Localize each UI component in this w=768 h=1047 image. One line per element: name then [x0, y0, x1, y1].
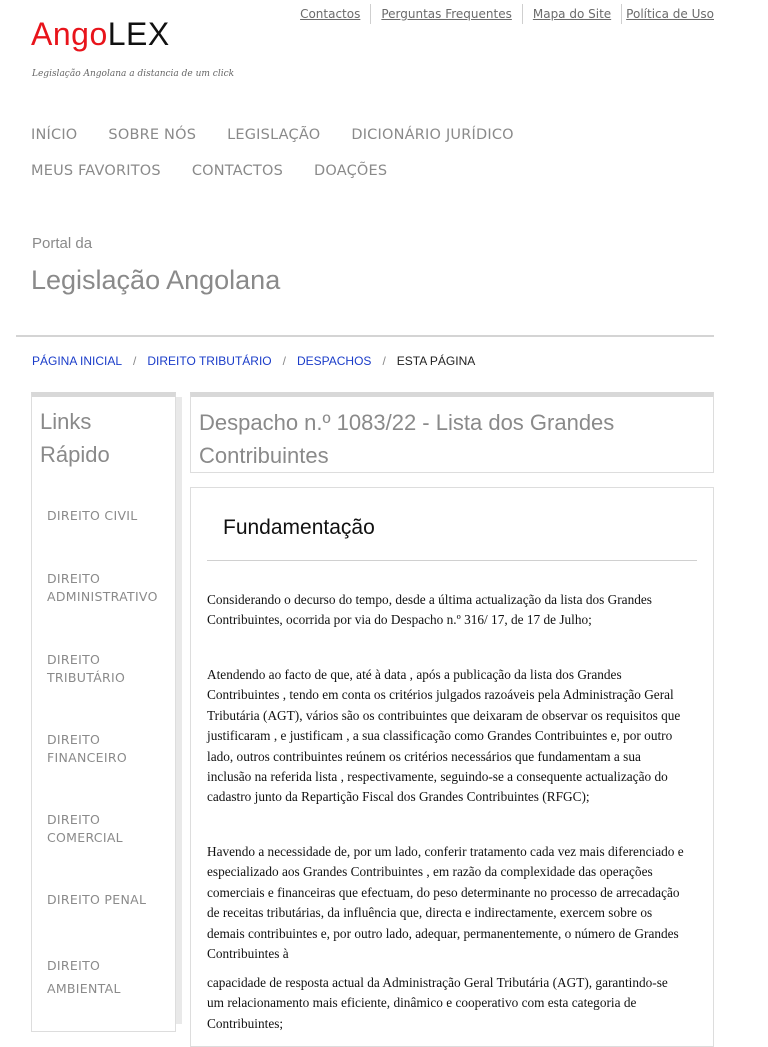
document-title-box [190, 392, 714, 473]
sidebar-item-direito-ambiental[interactable]: DIREITO AMBIENTAL [47, 958, 121, 996]
paragraph: Considerando o decurso do tempo, desde a última actualização da lista dos Grandes Contribuintes, ocorrida por via do Despacho n.º 316/ 17, de 17 de Julho; [207, 592, 652, 628]
nav-item-doacoes[interactable]: DOAÇÕES [314, 163, 388, 179]
paragraph: capacidade de resposta actual da Administração Geral Tributária (AGT), garantindo-se um relacionamento mais eficiente, dinâmico e cooperativo com esta categoria de Contribuintes; [207, 975, 668, 1031]
top-link-faq[interactable]: Perguntas Frequentes [381, 7, 512, 21]
breadcrumb [32, 354, 475, 368]
logo-part-dark: LEX [107, 16, 170, 52]
top-link-policy[interactable]: Política de Uso [626, 7, 714, 21]
sidebar-item-direito-financeiro[interactable]: DIREITO FINANCEIRO [47, 732, 127, 765]
nav-item-legislacao[interactable]: LEGISLAÇÃO [227, 127, 321, 143]
document-content [190, 487, 714, 1047]
section-divider [207, 560, 697, 561]
breadcrumb-separator: / [282, 354, 286, 368]
main-nav [31, 125, 591, 181]
paragraph: Havendo a necessidade de, por um lado, conferir tratamento cada vez mais diferenciado e especializado aos Grandes Contribuintes , em razão da complexidade das operações comerciais e financeiras que efectuam, do peso determinante no processo de arrecadação de receitas tributárias, da influência que, directa e indirectamente, exercem sobre os demais contribuintes e, por outro lado, adequar, permanentemente, o número de Grandes Contribuintes à [207, 844, 684, 962]
section-heading: Fundamentação [223, 516, 375, 539]
breadcrumb-separator: / [382, 354, 386, 368]
sidebar-item-direito-tributario[interactable]: DIREITO TRIBUTÁRIO [47, 652, 126, 685]
logo-part-red: Ango [31, 16, 108, 52]
breadcrumb-direito-tributario[interactable]: DIREITO TRIBUTÁRIO [147, 354, 272, 368]
document-title: Despacho n.º 1083/22 - Lista dos Grandes Contribuintes [199, 410, 615, 468]
nav-item-favoritos[interactable]: MEUS FAVORITOS [31, 163, 161, 179]
breadcrumb-separator: / [133, 354, 137, 368]
nav-item-contactos[interactable]: CONTACTOS [191, 163, 283, 179]
site-logo[interactable] [31, 16, 170, 53]
sidebar-item-direito-administrativo[interactable]: DIREITO ADMINISTRATIVO [47, 571, 158, 604]
nav-item-dicionario[interactable]: DICIONÁRIO JURÍDICO [351, 127, 514, 143]
sidebar-item-direito-penal[interactable]: DIREITO PENAL [47, 892, 147, 907]
quick-links-sidebar [31, 392, 176, 1032]
breadcrumb-despachos[interactable]: DESPACHOS [296, 354, 372, 368]
nav-item-inicio[interactable]: INÍCIO [31, 127, 78, 143]
breadcrumb-home[interactable]: PÁGINA INICIAL [32, 354, 123, 368]
portal-subtitle: Portal da [32, 235, 93, 252]
breadcrumb-current: ESTA PÁGINA [396, 354, 476, 368]
sidebar-item-direito-civil[interactable]: DIREITO CIVIL [47, 508, 138, 523]
paragraph: Atendendo ao facto de que, até à data , após a publicação da lista dos Grandes Contribuintes , tendo em conta os critérios julgados razoáveis pela Administração Geral Tributária (AGT), vários são os contribuintes que deixaram de observar os requisitos que justificaram , e justificam , a sua classificação como Grandes Contribuintes e, por outro lado, outros contribuintes reúnem os critérios necessários que fundamentam a sua inclusão na referida lista , respectivamente, seguindo-se a consequente actualização do cadastro junto da Repartição Fiscal dos Grandes Contribuintes (RFGC); [207, 667, 681, 805]
top-links [290, 4, 714, 24]
sidebar-item-direito-comercial[interactable]: DIREITO COMERCIAL [47, 812, 123, 845]
top-link-sitemap[interactable]: Mapa do Site [532, 7, 612, 21]
sidebar-shadow [176, 397, 182, 1024]
site-tagline: Legislação Angolana a distancia de um click [32, 69, 235, 79]
header-divider [16, 335, 714, 337]
top-link-contactos[interactable]: Contactos [300, 7, 361, 21]
nav-item-sobre-nos[interactable]: SOBRE NÓS [108, 127, 197, 143]
sidebar-heading: Links Rápido [40, 409, 110, 467]
portal-title: Legislação Angolana [31, 265, 281, 295]
